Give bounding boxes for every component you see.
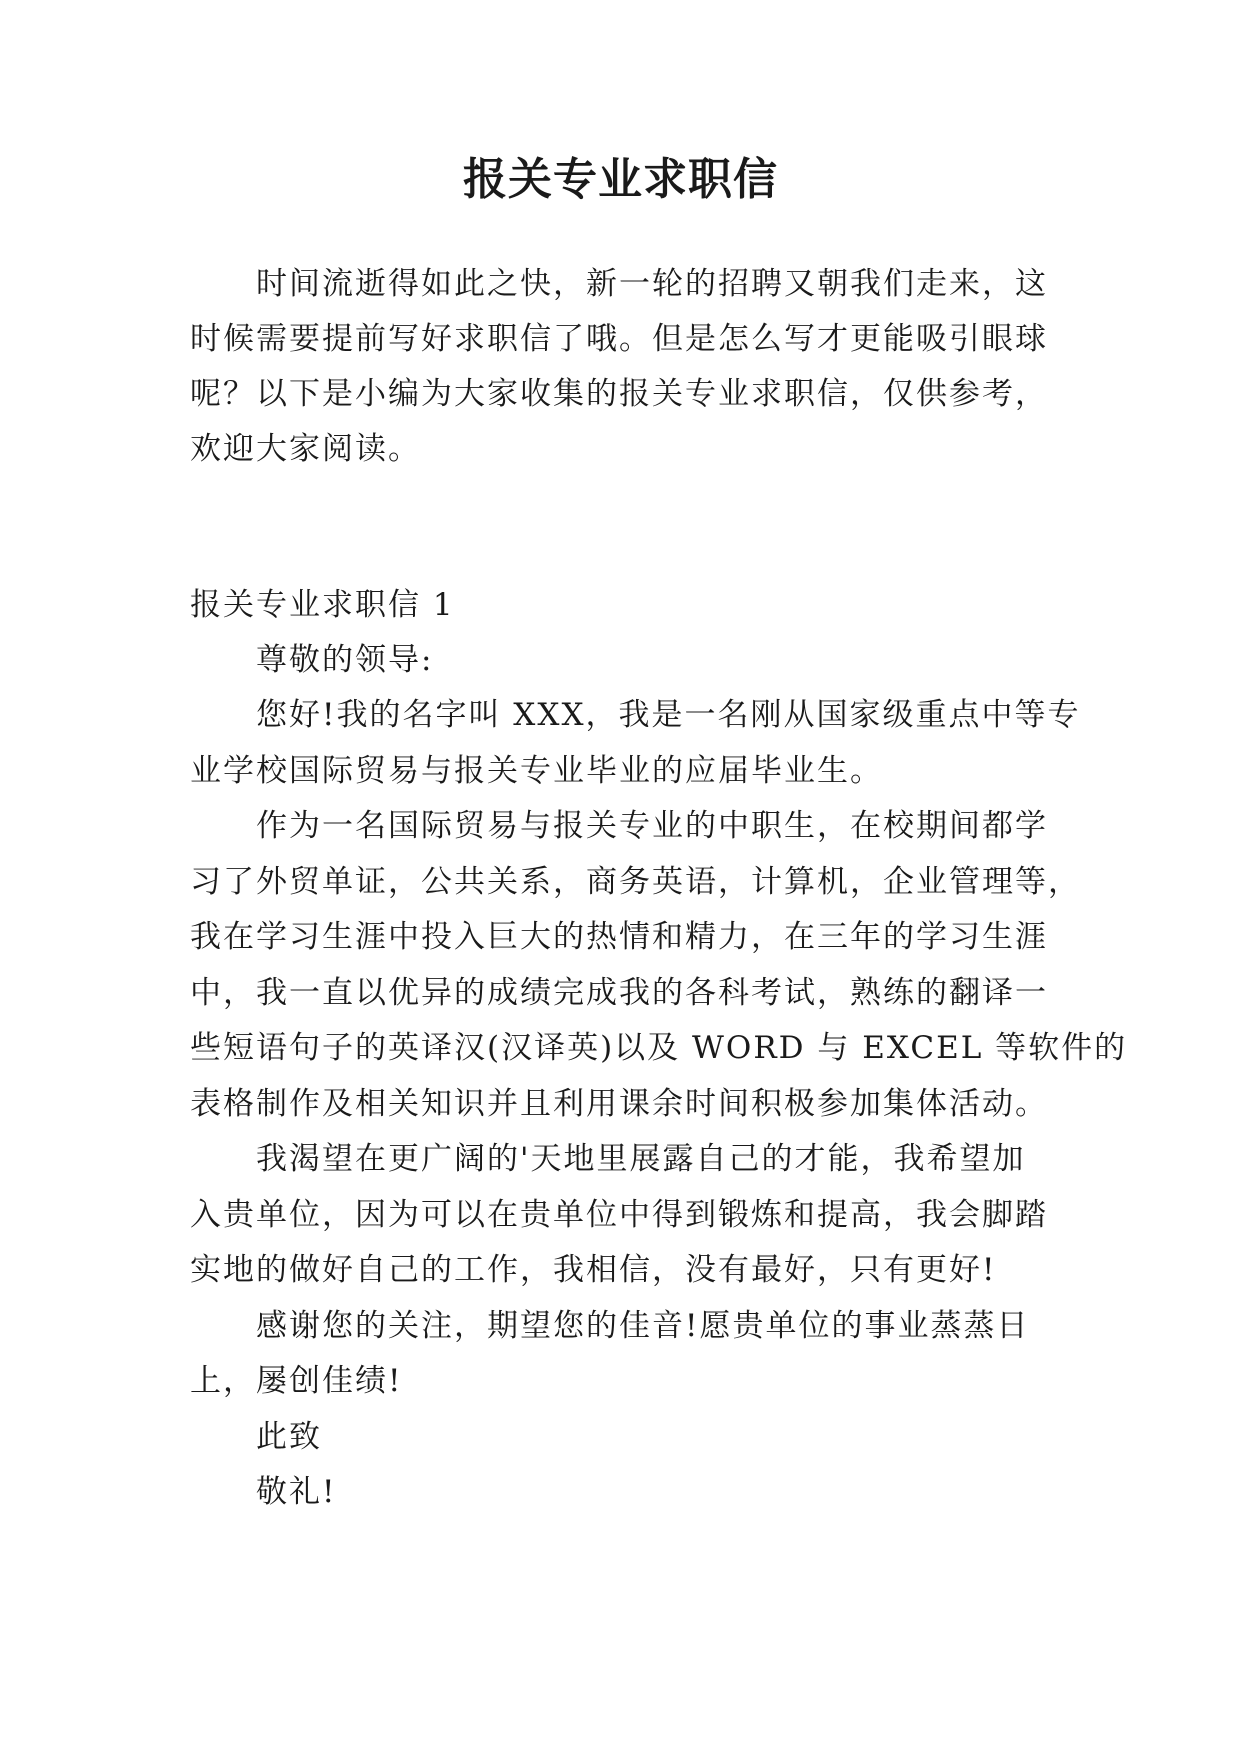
intro-line-4: 欢迎大家阅读。 xyxy=(190,431,421,467)
body-line: 上，屡创佳绩! xyxy=(190,1363,403,1399)
section-heading: 报关专业求职信 1 xyxy=(190,587,455,623)
document-title: 报关专业求职信 xyxy=(463,154,778,205)
body-line: 中，我一直以优异的成绩完成我的各科考试，熟练的翻译一 xyxy=(190,975,1048,1011)
salutation: 尊敬的领导: xyxy=(256,642,434,678)
body-line: 习了外贸单证，公共关系，商务英语，计算机，企业管理等， xyxy=(190,864,1081,900)
intro-line-1: 时间流逝得如此之快，新一轮的招聘又朝我们走来，这 xyxy=(256,266,1048,302)
body-line: 我渴望在更广阔的'天地里展露自己的才能，我希望加 xyxy=(256,1141,1026,1177)
body-line: 表格制作及相关知识并且利用课余时间积极参加集体活动。 xyxy=(190,1086,1048,1122)
closing-line-2: 敬礼! xyxy=(256,1474,337,1510)
body-line: 作为一名国际贸易与报关专业的中职生，在校期间都学 xyxy=(256,808,1048,844)
body-line: 实地的做好自己的工作，我相信，没有最好，只有更好! xyxy=(190,1252,997,1288)
closing-line-1: 此致 xyxy=(256,1419,322,1455)
intro-line-3: 呢？以下是小编为大家收集的报关专业求职信，仅供参考， xyxy=(190,376,1048,412)
body-line: 业学校国际贸易与报关专业毕业的应届毕业生。 xyxy=(190,753,883,789)
body-line: 些短语句子的英译汉(汉译英)以及 WORD 与 EXCEL 等软件的 xyxy=(190,1030,1128,1066)
body-line: 感谢您的关注，期望您的佳音!愿贵单位的事业蒸蒸日 xyxy=(256,1308,1030,1344)
body-line: 我在学习生涯中投入巨大的热情和精力，在三年的学习生涯 xyxy=(190,919,1048,955)
body-line: 您好!我的名字叫 XXX，我是一名刚从国家级重点中等专 xyxy=(256,697,1081,733)
intro-line-2: 时候需要提前写好求职信了哦。但是怎么写才更能吸引眼球 xyxy=(190,321,1048,357)
body-line: 入贵单位，因为可以在贵单位中得到锻炼和提高，我会脚踏 xyxy=(190,1197,1048,1233)
